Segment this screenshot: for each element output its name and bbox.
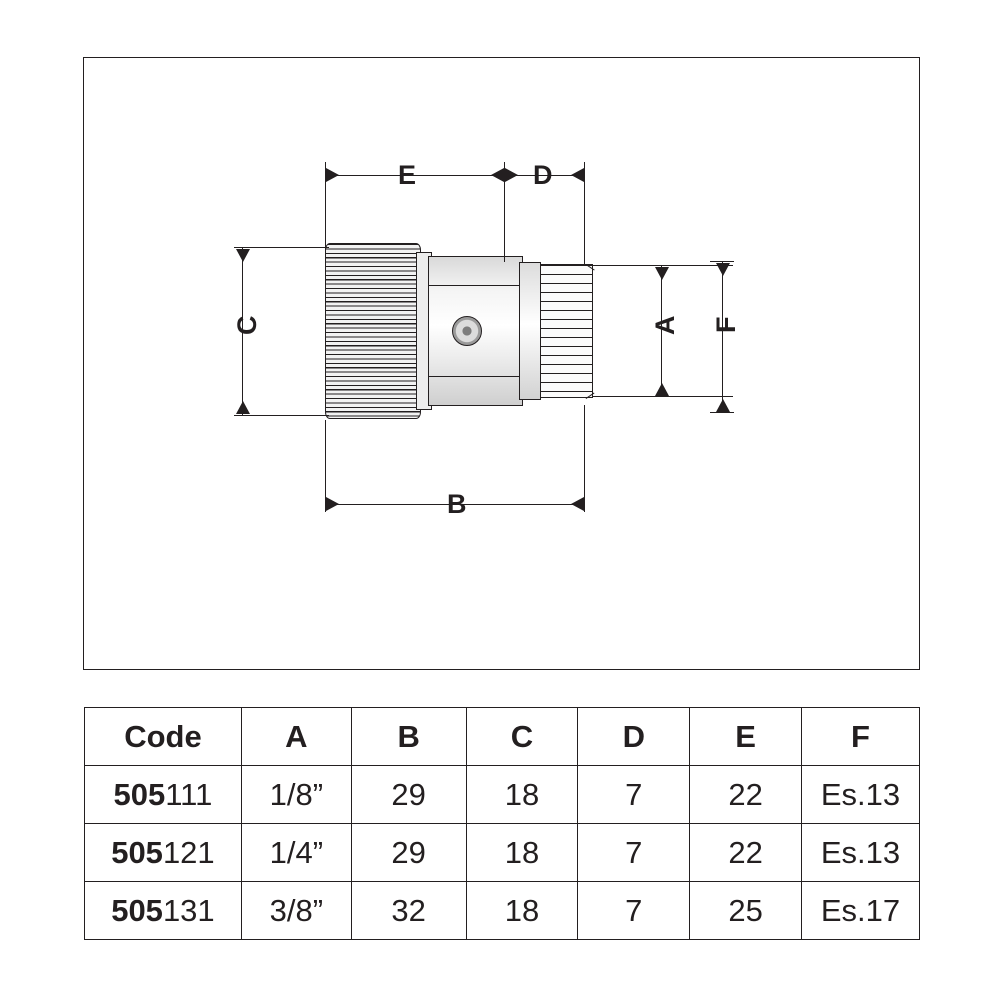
cell-f: Es.17 xyxy=(802,882,920,940)
cell-c: 18 xyxy=(466,766,578,824)
arrow-e-right xyxy=(491,168,504,182)
column-header-f: F xyxy=(802,708,920,766)
table-header-row xyxy=(85,708,920,766)
cell-e: 22 xyxy=(690,824,802,882)
cell-d: 7 xyxy=(578,824,690,882)
arrow-b-right xyxy=(571,497,584,511)
knurled-cap xyxy=(325,243,421,419)
hex-edge-top xyxy=(428,285,523,286)
arrow-f-bottom xyxy=(716,399,730,412)
arrow-d-left xyxy=(505,168,518,182)
cell-e: 22 xyxy=(690,766,802,824)
code-suffix: 131 xyxy=(162,892,215,928)
cell-code xyxy=(85,766,242,824)
arrow-c-bottom xyxy=(236,401,250,414)
vent-port xyxy=(452,316,482,346)
cell-d: 7 xyxy=(578,766,690,824)
dimension-label-e: E xyxy=(398,160,417,190)
cell-a: 1/8” xyxy=(241,766,351,824)
cell-e: 25 xyxy=(690,882,802,940)
column-header-a: A xyxy=(241,708,351,766)
thread-collar xyxy=(519,262,541,400)
ext-line-c-bottom xyxy=(234,415,329,416)
cell-c: 18 xyxy=(466,824,578,882)
arrow-b-left xyxy=(326,497,339,511)
code-suffix: 111 xyxy=(165,776,213,812)
column-header-e: E xyxy=(690,708,802,766)
ext-line-a-bottom xyxy=(593,396,733,397)
cell-a: 1/4” xyxy=(241,824,351,882)
ext-line-f-bottom xyxy=(710,412,734,413)
code-prefix: 505 xyxy=(111,834,163,870)
cell-f: Es.13 xyxy=(802,766,920,824)
dimension-label-b: B xyxy=(447,489,467,519)
arrow-c-top xyxy=(236,249,250,262)
cell-b: 32 xyxy=(351,882,466,940)
specification-table xyxy=(84,707,920,940)
table-row xyxy=(85,882,920,940)
ext-line-b-right xyxy=(584,405,585,512)
dimension-label-f: F xyxy=(711,316,741,333)
dimension-label-a: A xyxy=(650,315,680,335)
code-suffix: 121 xyxy=(162,834,215,870)
code-prefix: 505 xyxy=(113,776,166,812)
cell-b: 29 xyxy=(351,824,466,882)
column-header-code: Code xyxy=(85,708,242,766)
cell-code xyxy=(85,882,242,940)
column-header-d: D xyxy=(578,708,690,766)
code-prefix: 505 xyxy=(111,892,163,928)
cell-a: 3/8” xyxy=(241,882,351,940)
dimension-label-c: C xyxy=(232,315,262,335)
male-thread xyxy=(540,264,593,398)
arrow-e-left xyxy=(326,168,339,182)
cell-b: 29 xyxy=(351,766,466,824)
column-header-c: C xyxy=(466,708,578,766)
table-row xyxy=(85,766,920,824)
dimension-label-d: D xyxy=(533,160,553,190)
cell-d: 7 xyxy=(578,882,690,940)
arrow-f-top xyxy=(716,263,730,276)
ext-line-d-right xyxy=(584,162,585,266)
table-row xyxy=(85,824,920,882)
hex-edge-bottom xyxy=(428,376,523,377)
arrow-a-top xyxy=(655,267,669,280)
cell-f: Es.13 xyxy=(802,824,920,882)
cell-c: 18 xyxy=(466,882,578,940)
column-header-b: B xyxy=(351,708,466,766)
cell-code xyxy=(85,824,242,882)
dim-line-f xyxy=(722,261,723,413)
arrow-a-bottom xyxy=(655,383,669,396)
arrow-d-right xyxy=(571,168,584,182)
